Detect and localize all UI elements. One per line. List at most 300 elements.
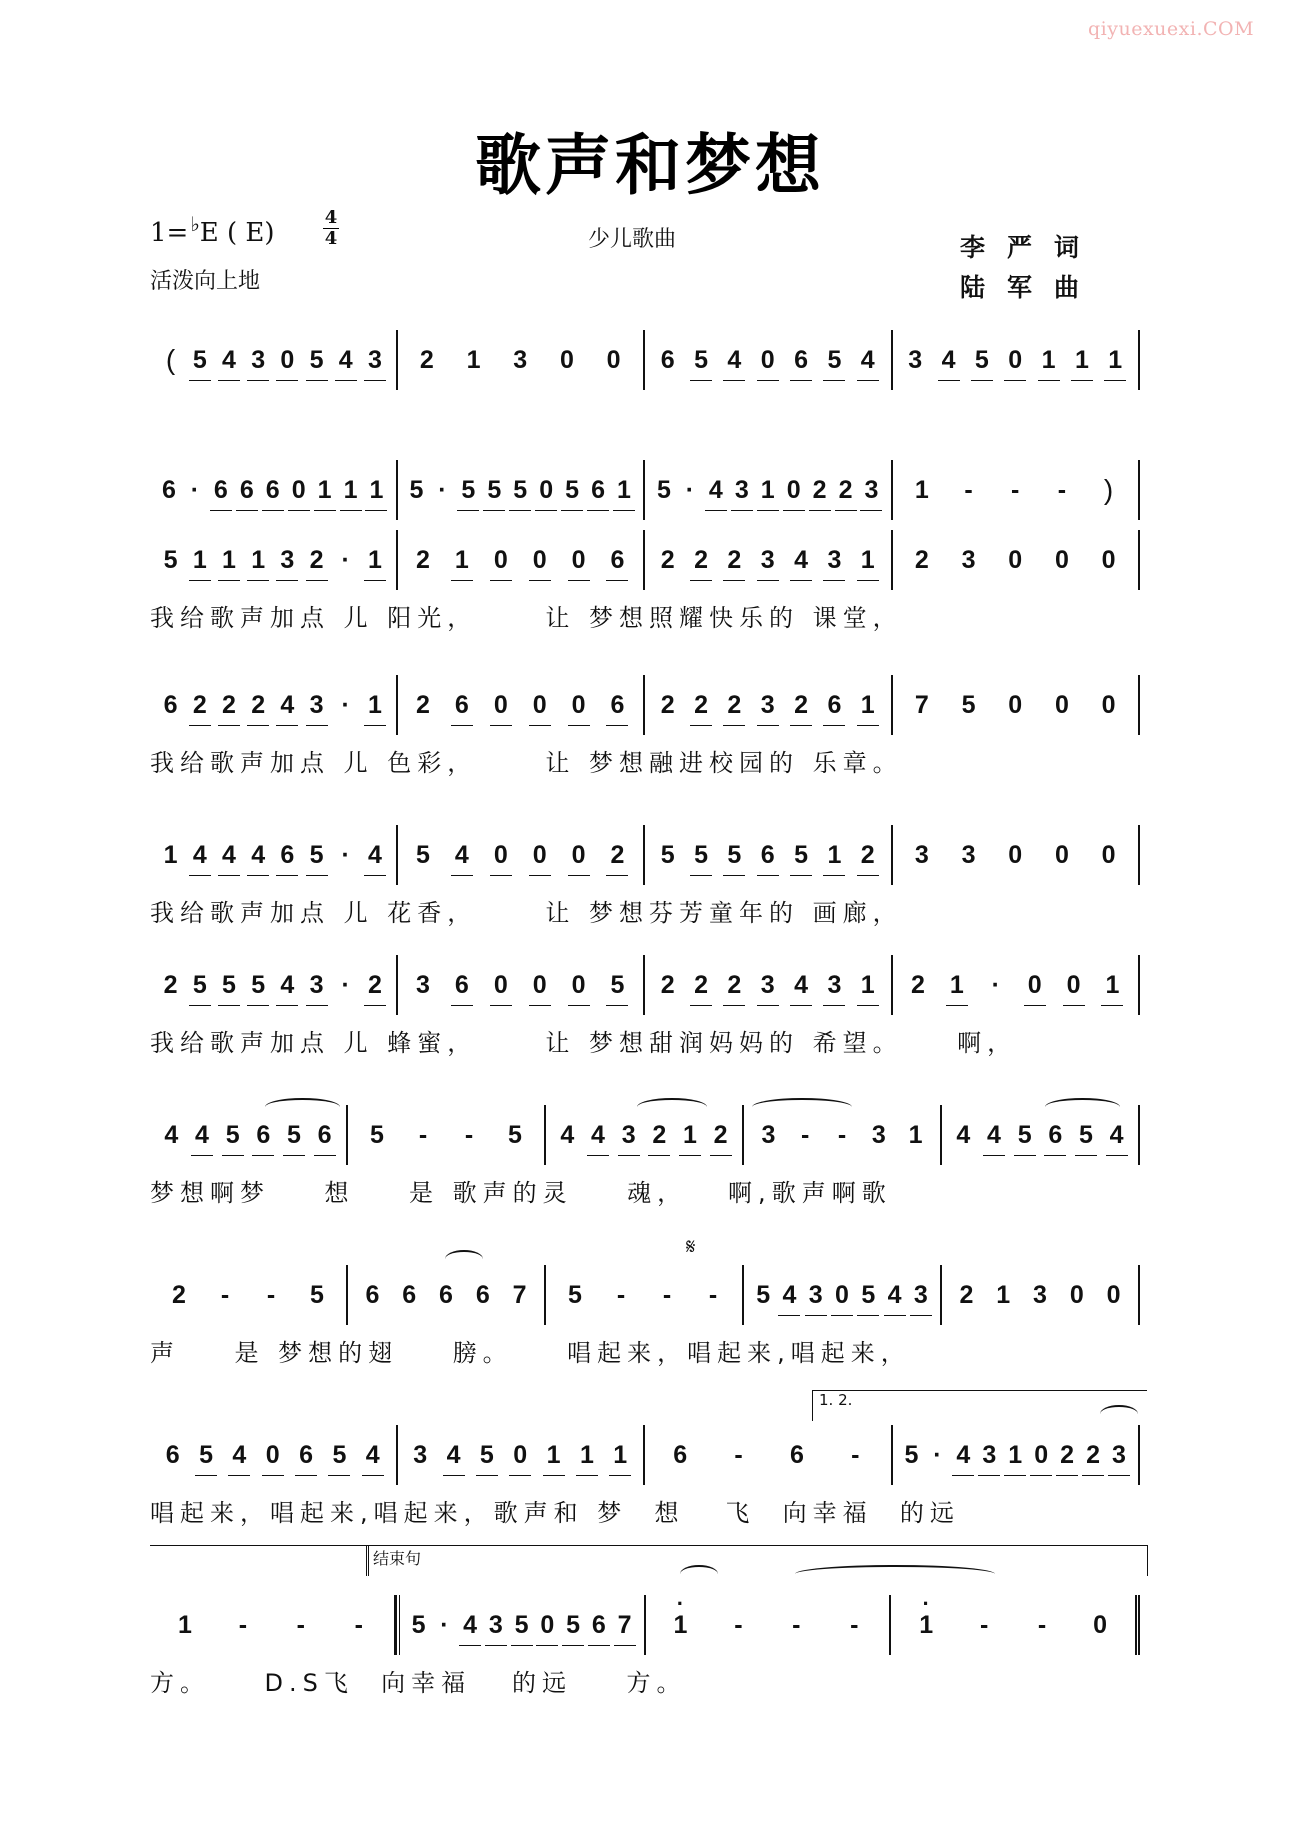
note: 6	[454, 970, 469, 999]
note: 2	[660, 545, 675, 574]
extension-dash: -	[851, 1440, 860, 1469]
note: 2	[694, 690, 708, 719]
dot-mark: ·	[341, 840, 350, 869]
note: 5	[310, 1280, 324, 1309]
note: 4	[463, 1610, 478, 1639]
measure	[150, 675, 398, 735]
extension-dash: -	[964, 475, 973, 504]
note: 4	[365, 1440, 380, 1469]
notation-line	[150, 1425, 1140, 1485]
note: 3	[961, 545, 976, 574]
note: 6	[402, 1280, 417, 1309]
note: 2	[172, 1280, 186, 1309]
note: 4	[941, 345, 956, 374]
measure	[942, 1105, 1140, 1165]
measure	[744, 1105, 942, 1165]
score-row	[150, 1425, 1140, 1485]
measure	[348, 1105, 546, 1165]
dot-mark: ·	[991, 970, 1000, 999]
note: 5	[657, 475, 671, 504]
measure	[150, 955, 398, 1015]
score-row	[150, 1595, 1140, 1655]
time-sig-bottom: 4	[324, 228, 338, 249]
note: 2	[1060, 1440, 1075, 1469]
dot-mark: ·	[341, 545, 350, 574]
note: 6	[265, 475, 280, 504]
note: 2	[222, 690, 236, 719]
measure	[348, 1265, 546, 1325]
note: 5	[610, 970, 625, 999]
note: 2	[416, 545, 430, 574]
measure	[150, 825, 398, 885]
note: 4	[454, 840, 469, 869]
measure	[150, 530, 398, 590]
note: 0	[1034, 1440, 1049, 1469]
note: 2	[727, 545, 742, 574]
note: 0	[532, 970, 547, 999]
note: 1	[914, 475, 929, 504]
score-row	[150, 955, 1140, 1015]
note: 2	[959, 1280, 974, 1309]
note: 5	[222, 970, 236, 999]
note: 6	[165, 1440, 180, 1469]
measure	[150, 460, 398, 520]
note: 5	[416, 840, 430, 869]
tempo-marking: 活泼向上地	[150, 269, 261, 294]
note: 4	[338, 345, 353, 374]
note: 6	[454, 690, 469, 719]
note: 1	[466, 345, 481, 374]
note: 0	[1101, 840, 1116, 869]
note: 3	[908, 345, 923, 374]
note: 1	[367, 690, 382, 719]
note: 5	[508, 1120, 522, 1149]
note: 5	[727, 840, 742, 869]
measure	[893, 530, 1141, 590]
measure	[893, 955, 1141, 1015]
note: 1	[949, 970, 964, 999]
note: 4	[987, 1120, 1001, 1149]
measure	[645, 825, 893, 885]
measure	[546, 1265, 744, 1325]
dot-mark: ·	[440, 1610, 449, 1639]
note: 3	[367, 345, 382, 374]
note: 3	[808, 1280, 823, 1309]
note: 5	[514, 1610, 529, 1639]
note: 0	[539, 475, 554, 504]
measure	[893, 825, 1141, 885]
note: 4	[956, 1120, 971, 1149]
note: 2	[163, 970, 178, 999]
note: 2	[860, 840, 875, 869]
note: 6	[591, 475, 605, 504]
note: 3	[309, 690, 324, 719]
note: 5	[163, 545, 178, 574]
extension-dash: -	[266, 1280, 276, 1309]
dot-mark: ·	[438, 475, 447, 504]
extension-dash: -	[979, 1610, 989, 1639]
note: 1	[1041, 345, 1056, 374]
note: 2	[713, 1120, 728, 1149]
note: 6	[610, 690, 625, 719]
note: 6	[827, 690, 842, 719]
note: 5	[332, 1440, 347, 1469]
note: 6	[1048, 1120, 1063, 1149]
note: 4	[782, 1280, 797, 1309]
lyrics-line: 我给歌声加点 儿 花香， 让 梦想芬芳童年的 画廊，	[150, 899, 903, 927]
key-signature	[150, 212, 275, 248]
measure	[398, 460, 646, 520]
note: 3	[914, 840, 929, 869]
note: 3	[760, 690, 775, 719]
note: 5	[287, 1120, 301, 1149]
measure	[546, 1105, 744, 1165]
note: 0	[1008, 545, 1023, 574]
note: 3	[1112, 1440, 1126, 1469]
note: 5	[568, 1280, 582, 1309]
note: 4	[232, 1440, 247, 1469]
notation-line	[150, 825, 1140, 885]
note: 6	[213, 475, 228, 504]
note: 1	[163, 840, 178, 869]
note: · 1	[919, 1611, 933, 1640]
note: 1	[760, 475, 775, 504]
measure	[893, 330, 1141, 390]
lyrics-line: 梦想啊梦 想 是 歌声的灵 魂， 啊,歌声啊歌	[150, 1179, 892, 1207]
measure	[150, 1595, 396, 1655]
note: 2	[1086, 1440, 1100, 1469]
note: 5	[411, 1610, 426, 1639]
note: 2	[911, 970, 925, 999]
note: 5	[565, 475, 580, 504]
note: 6	[794, 345, 808, 374]
note: 1	[369, 475, 384, 504]
note: 3	[864, 475, 879, 504]
extension-dash: -	[418, 1120, 428, 1149]
note: 0	[760, 345, 775, 374]
ending-bracket: 结束句	[366, 1545, 1148, 1576]
note: 2	[660, 970, 675, 999]
note: 3	[488, 1610, 503, 1639]
note: 5	[251, 970, 266, 999]
note: 0	[571, 690, 586, 719]
measure	[398, 1425, 646, 1485]
score-row	[150, 1265, 1140, 1325]
note: 4	[222, 345, 236, 374]
note: 0	[532, 545, 547, 574]
note: 2	[812, 475, 827, 504]
note: 1	[178, 1610, 192, 1639]
note: 2	[727, 690, 742, 719]
note: 6	[789, 1440, 804, 1469]
note: 0	[1093, 1610, 1107, 1639]
extension-dash: -	[238, 1610, 248, 1639]
note: 0	[1054, 690, 1069, 719]
notation-line	[150, 955, 1140, 1015]
note: 1	[613, 1440, 628, 1469]
note: 5	[199, 1440, 213, 1469]
note: 4	[860, 345, 875, 374]
note: 2	[610, 840, 625, 869]
note: 1	[192, 545, 207, 574]
measure	[645, 460, 893, 520]
note: 5	[566, 1610, 581, 1639]
genre-label: 少儿歌曲	[588, 227, 677, 252]
extension-dash: -	[616, 1280, 626, 1309]
note: 4	[251, 840, 266, 869]
measure	[150, 1425, 398, 1485]
note: 4	[446, 1440, 461, 1469]
note: 5	[694, 345, 708, 374]
measure	[396, 1595, 646, 1655]
note: 5	[756, 1280, 771, 1309]
note: 1	[1108, 345, 1123, 374]
extension-dash: -	[837, 1120, 847, 1149]
note: 3	[621, 1120, 636, 1149]
notation-line	[150, 1105, 1140, 1165]
note: 5	[961, 690, 976, 719]
note: 1	[908, 1120, 923, 1149]
slur	[680, 1565, 718, 1583]
note: 2	[727, 970, 742, 999]
note: 3	[760, 545, 775, 574]
key-note: E ( E)	[199, 218, 275, 248]
dot-mark: ·	[933, 1440, 942, 1469]
lyrics-line: 我给歌声加点 儿 阳光， 让 梦想照耀快乐的 课堂，	[150, 604, 903, 632]
note: 0	[1008, 690, 1023, 719]
note: 0	[571, 970, 586, 999]
note: 6	[365, 1280, 380, 1309]
note: 0	[1054, 545, 1069, 574]
note: 1	[222, 545, 236, 574]
measure	[645, 675, 893, 735]
note: 0	[291, 475, 306, 504]
note: 0	[1008, 840, 1023, 869]
measure	[893, 460, 1141, 520]
note: 5	[827, 345, 842, 374]
volta-continuation	[150, 1545, 369, 1576]
note: 3	[827, 545, 842, 574]
note: 0	[280, 345, 295, 374]
note: 5	[487, 475, 502, 504]
measure	[645, 330, 893, 390]
note: 0	[1069, 1280, 1084, 1309]
note: 2	[652, 1120, 667, 1149]
note: 5	[861, 1280, 876, 1309]
note: 2	[367, 970, 382, 999]
note: 0	[835, 1280, 849, 1309]
dot-mark: ·	[341, 970, 350, 999]
note: 0	[1101, 690, 1116, 719]
extension-dash: -	[1011, 475, 1020, 504]
note: 3	[280, 545, 295, 574]
extension-dash: -	[354, 1610, 363, 1639]
notation-line	[150, 530, 1140, 590]
note: 0	[1008, 345, 1023, 374]
note: 4	[591, 1120, 605, 1149]
note: 5	[309, 840, 324, 869]
note: 5	[192, 970, 207, 999]
note: 5	[694, 840, 708, 869]
lyricist-credit: 李严词	[960, 233, 1102, 262]
notation-line	[150, 330, 1140, 390]
note: 6	[439, 1280, 453, 1309]
note: 4	[956, 1440, 971, 1469]
note: 3	[413, 1440, 428, 1469]
note: 5	[479, 1440, 494, 1469]
note: 5	[192, 345, 207, 374]
note: 2	[694, 545, 708, 574]
note: 4	[887, 1280, 902, 1309]
note: 0	[1101, 545, 1116, 574]
dot-mark: ·	[685, 475, 695, 504]
note: 6	[610, 545, 625, 574]
measure	[891, 1595, 1140, 1655]
note: 0	[532, 690, 547, 719]
note: 4	[1109, 1120, 1124, 1149]
dot-mark: ·	[190, 475, 200, 504]
notation-line	[150, 1265, 1140, 1325]
note: 1	[1008, 1440, 1023, 1469]
note: 3	[251, 345, 266, 374]
note: )	[1103, 474, 1114, 505]
note: 0	[513, 1440, 528, 1469]
note: 5	[660, 840, 675, 869]
note: 0	[1054, 840, 1069, 869]
watermark: qiyuexuexi.COM	[1088, 18, 1255, 40]
note: 1	[683, 1120, 697, 1149]
extension-dash: -	[296, 1610, 305, 1639]
note: 6	[299, 1440, 313, 1469]
note: 3	[913, 1280, 928, 1309]
note: 4	[794, 545, 808, 574]
lyrics-line: 方。 D.S飞 向幸福 的远 方。	[150, 1669, 687, 1697]
lyrics-line: 我给歌声加点 儿 色彩， 让 梦想融进校园的 乐章。	[150, 749, 903, 777]
note: 1	[860, 970, 875, 999]
measure	[893, 1425, 1141, 1485]
measure	[893, 675, 1141, 735]
extension-dash: -	[801, 1120, 810, 1149]
measure	[645, 1425, 893, 1485]
tie	[795, 1565, 995, 1583]
measure	[398, 825, 646, 885]
note: 5	[225, 1120, 240, 1149]
note: 0	[493, 690, 508, 719]
note: 3	[309, 970, 324, 999]
score-row	[150, 460, 1140, 520]
notation-line	[150, 460, 1140, 520]
note: 2	[660, 690, 675, 719]
note: 1	[1074, 345, 1089, 374]
measure	[398, 675, 646, 735]
note: 3	[982, 1440, 997, 1469]
score-row	[150, 675, 1140, 735]
measure	[645, 955, 893, 1015]
note: 2	[192, 690, 207, 719]
note: 4	[367, 840, 382, 869]
note: 1	[343, 475, 358, 504]
composer-credit: 陆军曲	[960, 273, 1102, 302]
note: 2	[416, 690, 430, 719]
lyrics-line: 声 是 梦想的翅 膀。 唱起来，唱起来,唱起来，	[150, 1339, 911, 1367]
note: 0	[571, 840, 586, 869]
note: 1	[546, 1440, 561, 1469]
note: 3	[827, 970, 842, 999]
note: 4	[195, 1120, 209, 1149]
note: 6	[317, 1120, 332, 1149]
measure	[150, 1265, 348, 1325]
note: 0	[540, 1610, 555, 1639]
note: 6	[162, 475, 176, 504]
segno-icon: 𝄋	[686, 1235, 696, 1260]
note: 5	[513, 475, 528, 504]
note: 2	[309, 545, 324, 574]
note: 1	[579, 1440, 594, 1469]
note: 4	[192, 840, 207, 869]
note: 0	[1106, 1280, 1121, 1309]
notation-line	[150, 675, 1140, 735]
measure	[398, 530, 646, 590]
note: 5	[1079, 1120, 1093, 1149]
song-title: 歌声和梦想	[475, 127, 825, 204]
measure	[942, 1265, 1140, 1325]
lyrics-line: 我给歌声加点 儿 蜂蜜， 让 梦想甜润妈妈的 希望。 啊，	[150, 1029, 1018, 1057]
note: 4	[727, 345, 742, 374]
note: 3	[961, 840, 976, 869]
note: 6	[591, 1610, 606, 1639]
key-label: 1=	[150, 218, 189, 248]
measure	[646, 1595, 892, 1655]
note: 1	[317, 475, 332, 504]
note: 2	[794, 690, 808, 719]
note: 1	[1105, 970, 1120, 999]
time-sig-top: 4	[324, 207, 338, 228]
note: 7	[617, 1610, 632, 1639]
volta-bracket: 1. 2.	[812, 1390, 1147, 1421]
note: 4	[794, 970, 808, 999]
note: 6	[163, 690, 178, 719]
note: 5	[309, 345, 324, 374]
score-row	[150, 1105, 1140, 1165]
note: 4	[560, 1120, 575, 1149]
note: 6	[475, 1280, 490, 1309]
note: 5	[904, 1440, 919, 1469]
note: 6	[239, 475, 254, 504]
note: 2	[838, 475, 853, 504]
note: 0	[559, 345, 574, 374]
note: 3	[734, 475, 749, 504]
note: 4	[280, 970, 295, 999]
note: 7	[914, 690, 929, 719]
score-row	[150, 825, 1140, 885]
dot-mark: ·	[341, 690, 350, 719]
note: · 1	[673, 1611, 687, 1640]
extension-dash: -	[708, 1280, 718, 1309]
note: 5	[461, 475, 476, 504]
note: 5	[370, 1120, 384, 1149]
note: 4	[280, 690, 295, 719]
measure	[398, 955, 646, 1015]
note: 0	[571, 545, 586, 574]
extension-dash: -	[734, 1610, 743, 1639]
extension-dash: -	[464, 1120, 474, 1149]
measure	[150, 1105, 348, 1165]
note: 2	[419, 345, 434, 374]
note: 3	[760, 970, 775, 999]
note: 0	[1027, 970, 1042, 999]
note: 2	[914, 545, 929, 574]
note: 3	[513, 345, 528, 374]
